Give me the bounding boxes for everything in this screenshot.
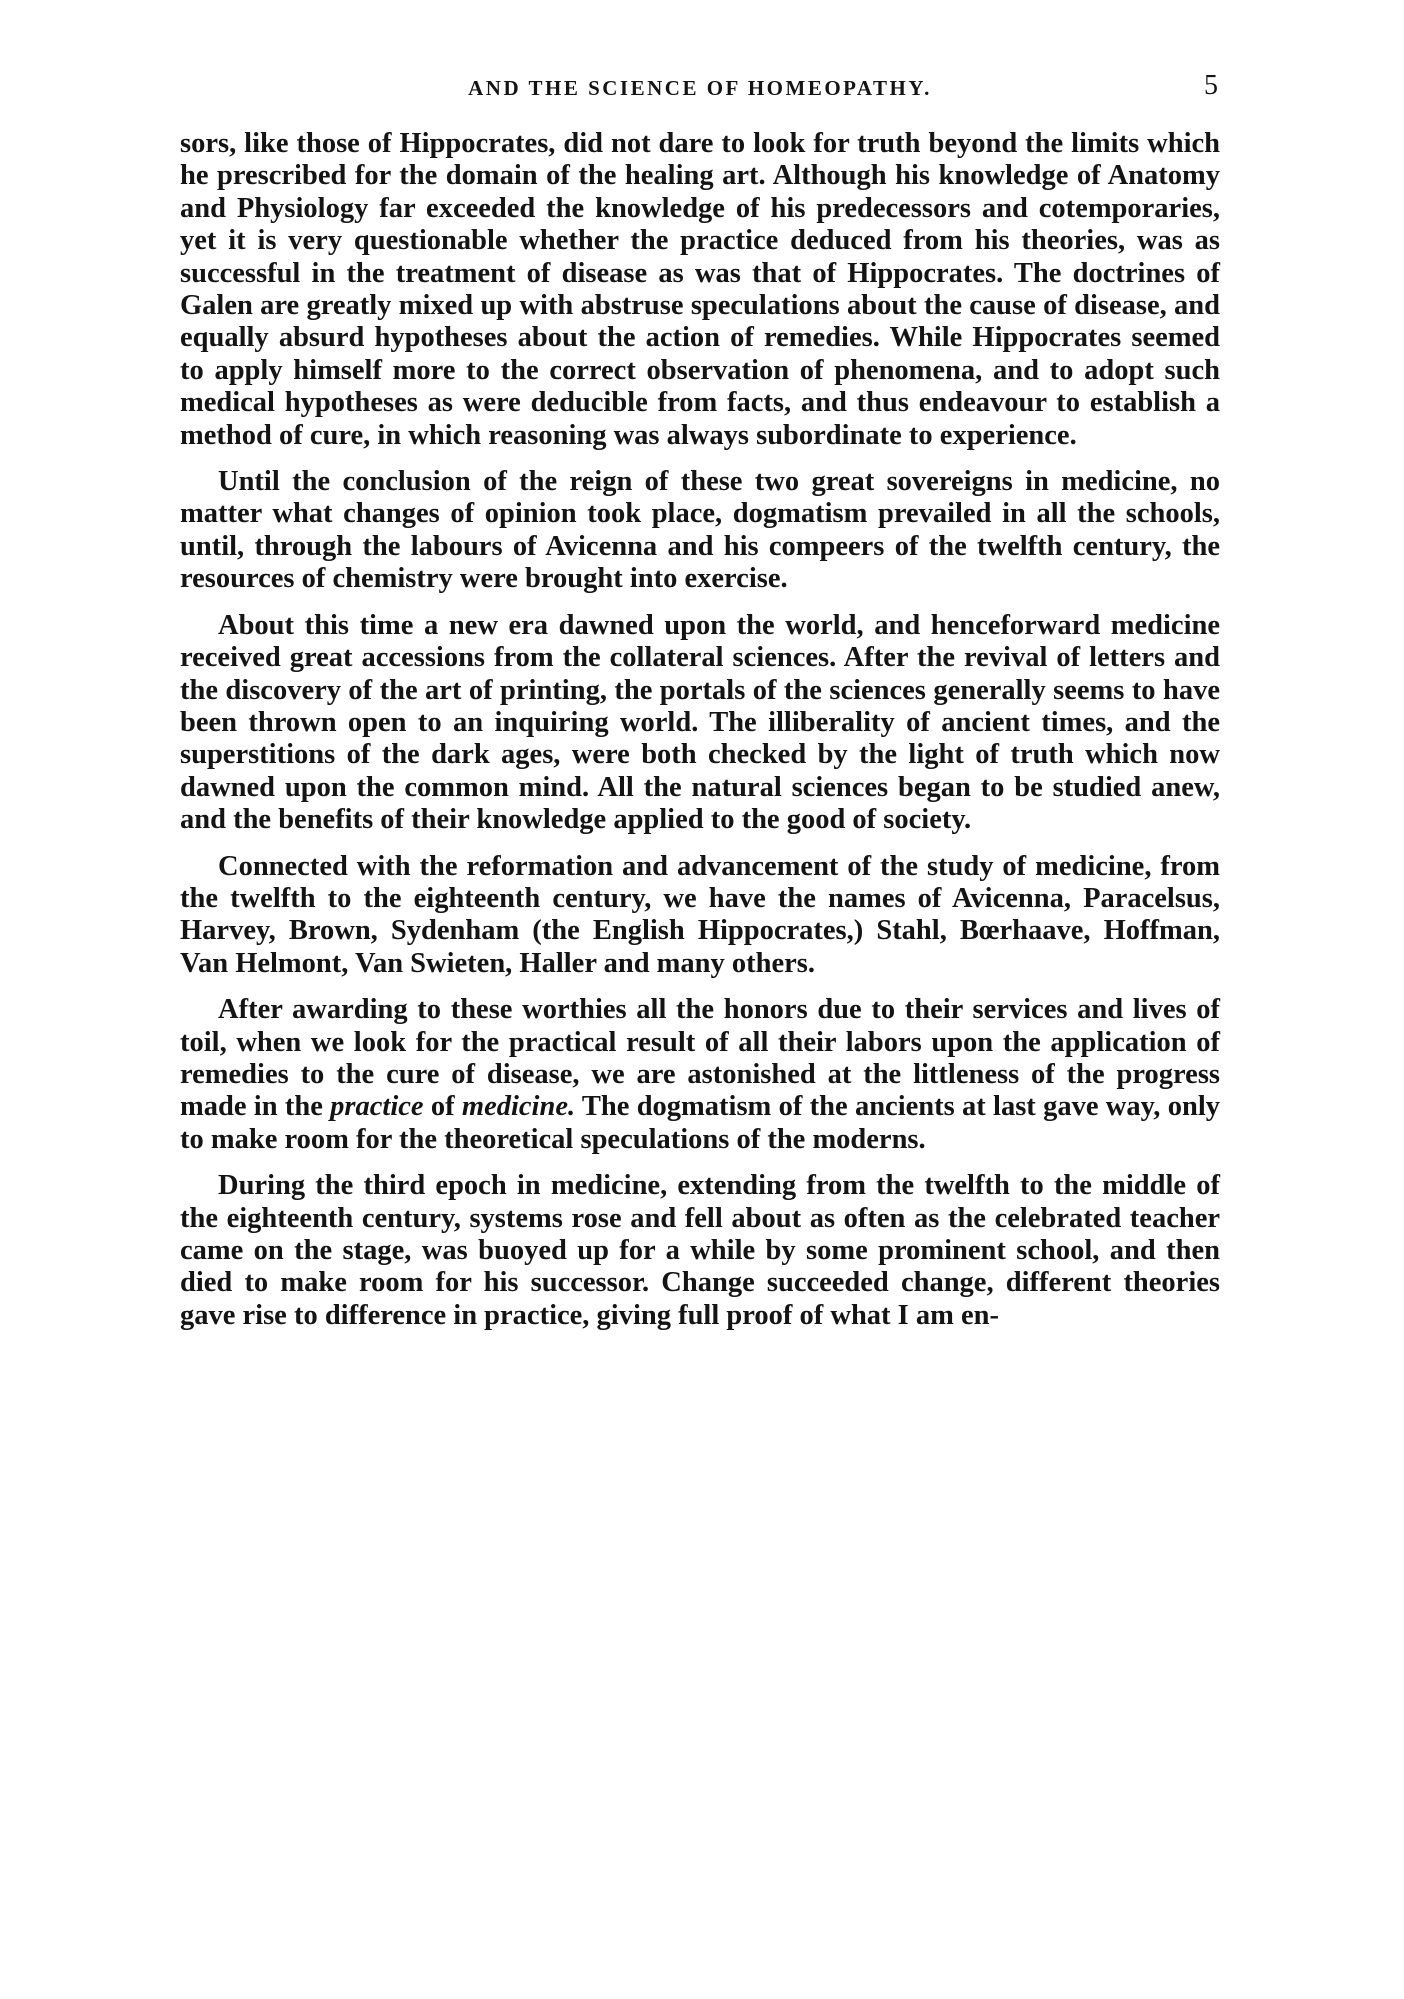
running-header xyxy=(180,70,1220,110)
paragraph-5-text-middle: of xyxy=(423,1091,462,1123)
paragraph-5-text-after: The dogmatism of the ancients at last gave way, only to make room for the theoretical speculations of the moderns. xyxy=(180,1091,1221,1155)
page-number: 5 xyxy=(1204,70,1218,101)
paragraph-6: During the third epoch in medicine, extending from the twelfth to the middle of the eighteenth century, systems rose and fell about as often as the celebrated teacher came on the stage, was buoyed up for a while by some prominent school, and then died to make room for his successor. Change succeeded change, different theories gave rise to difference in practice, giving full proof of what I am en- xyxy=(180,1170,1220,1331)
body-text xyxy=(180,128,1220,1332)
book-page xyxy=(180,70,1220,1950)
paragraph-3: About this time a new era dawned upon the world, and henceforward medicine received great accessions from the collateral sciences. After the revival of letters and the discovery of the art of printing, the portals of the sciences generally seems to have been thrown open to an inquiring world. The illiberality of ancient times, and the superstitions of the dark ages, were both checked by the light of truth which now dawned upon the common mind. All the natural sciences began to be studied anew, and the benefits of their knowledge applied to the good of society. xyxy=(180,609,1220,836)
paragraph-5-text-before: After awarding to these worthies all the honors due to their services and lives of toil, when we look for the practical result of all their labors upon the application of remedies to the cure of disease, we are astonished at the littleness of the progress made in the xyxy=(180,994,1220,1123)
italic-medicine: medicine. xyxy=(461,1091,576,1123)
running-title: AND THE SCIENCE OF HOMEOPATHY. xyxy=(468,76,932,100)
paragraph-5 xyxy=(180,994,1220,1156)
paragraph-1: sors, like those of Hippocrates, did not dare to look for truth beyond the limits which he prescribed for the domain of the healing art. Although his knowledge of Anatomy and Physiology far exceeded the knowledge of his predecessors and cotemporaries, yet it is very questionable whether the practice deduced from his theories, was as successful in the treatment of disease as was that of Hippocrates. The doctrines of Galen are greatly mixed up with abstruse speculations about the cause of disease, and equally absurd hypotheses about the action of remedies. While Hippocrates seemed to apply himself more to the correct observation of phenomena, and to adopt such medical hypotheses as were deducible from facts, and thus endeavour to establish a method of cure, in which reasoning was always subordinate to experience. xyxy=(180,128,1220,451)
paragraph-2: Until the conclusion of the reign of these two great sovereigns in medicine, no matter what changes of opinion took place, dogmatism prevailed in all the schools, until, through the labours of Avicenna and his compeers of the twelfth century, the resources of chemistry were brought into exercise. xyxy=(180,466,1220,595)
paragraph-4: Connected with the reformation and advancement of the study of medicine, from the twelfth to the eighteenth century, we have the names of Avicenna, Paracelsus, Harvey, Brown, Sydenham (the English Hippocrates,) Stahl, Bœrhaave, Hoffman, Van Helmont, Van Swieten, Haller and many others. xyxy=(180,850,1220,979)
italic-practice: practice xyxy=(330,1091,424,1123)
